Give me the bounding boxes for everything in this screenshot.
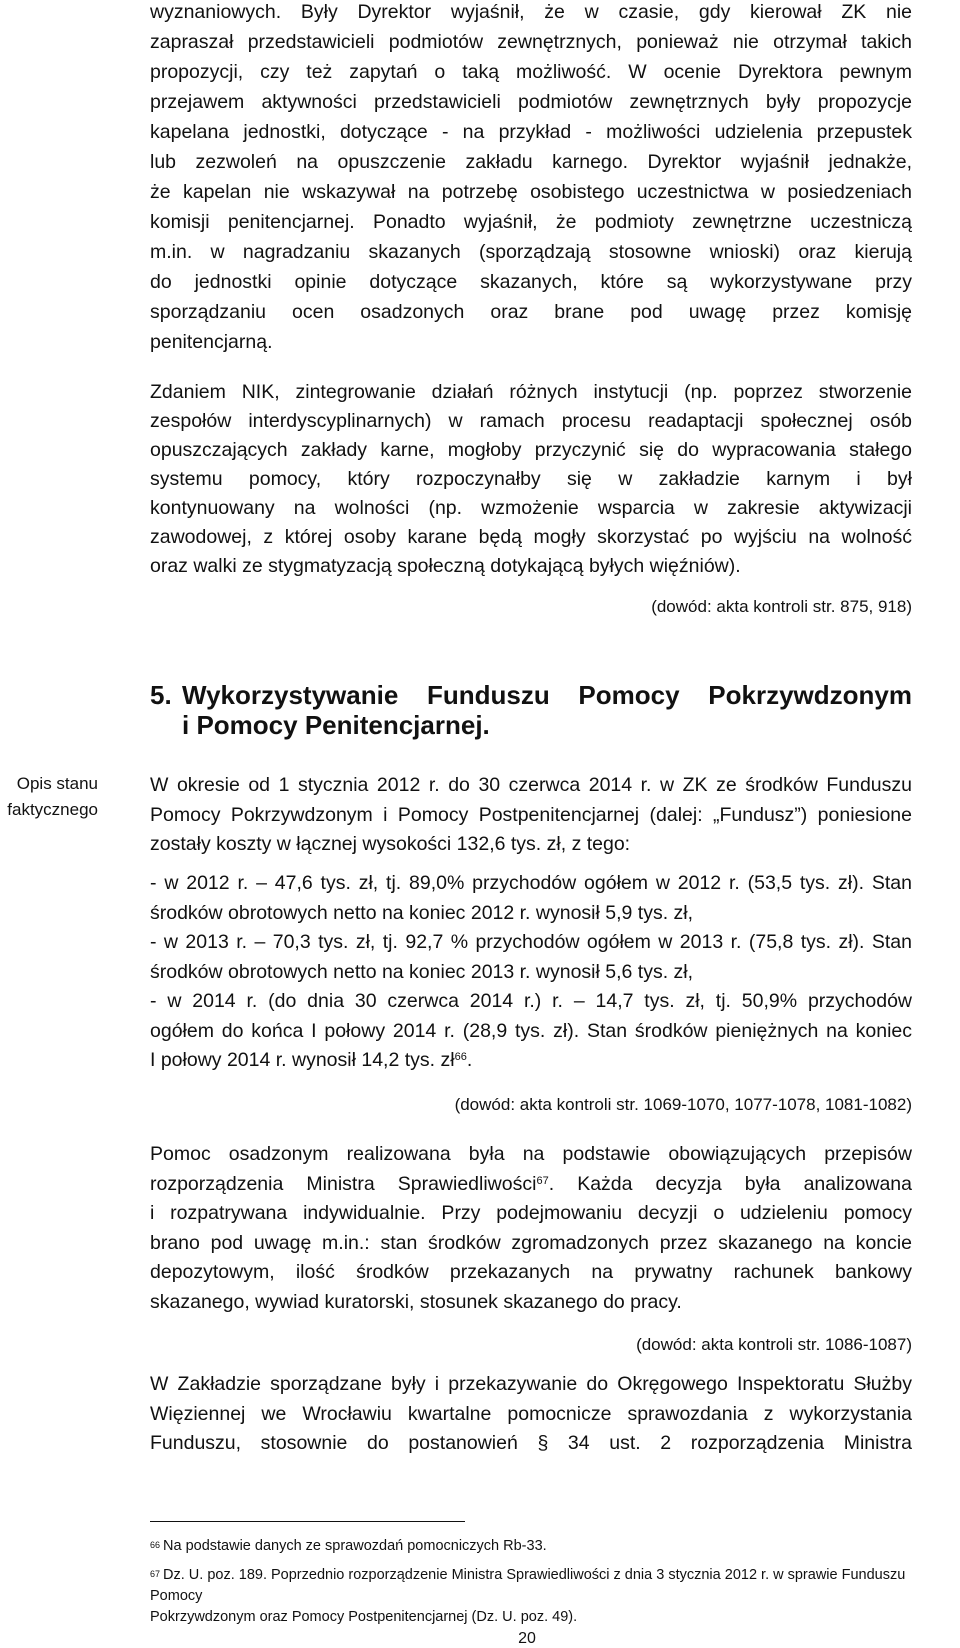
section-title-line: i Pomocy Penitencjarnej. xyxy=(182,710,490,740)
text-line: kapelana jednostki, dotyczące - na przykład - możliwości udzielenia przepustek xyxy=(150,121,912,143)
text-line: brano pod uwagę m.in.: stan środków zgromadzonych przez skazanego na koncie xyxy=(150,1231,912,1254)
text-segment: . Każda decyzja była analizowana xyxy=(548,1172,912,1195)
paragraph-nik-opinion xyxy=(150,378,912,581)
footnote-67 xyxy=(150,1565,912,1628)
text-line: - w 2012 r. – 47,6 tys. zł, tj. 89,0% przychodów ogółem w 2012 r. (53,5 tys. zł). Stan xyxy=(150,872,912,894)
paragraph-aid-basis xyxy=(150,1140,912,1318)
paragraph-exhibitors-cooperation xyxy=(150,0,912,357)
footnote-text: Na podstawie danych ze sprawozdań pomocniczych Rb-33. xyxy=(163,1538,547,1554)
text-line: depozytowym, ilość środków przekazanych na prywatny rachunek bankowy xyxy=(150,1261,912,1284)
footnote-separator xyxy=(150,1521,465,1522)
footnote-text: Dz. U. poz. 189. Poprzednio rozporządzenie Ministra Sprawiedliwości z dnia 3 stycznia 2012 r. w sprawie Funduszu Pomocy xyxy=(150,1567,906,1604)
page-number: 20 xyxy=(518,1630,536,1647)
margin-label-line: Opis stanu xyxy=(16,774,98,793)
text-line: sporządzaniu ocen osadzonych oraz brane pod uwagę przez komisję xyxy=(150,301,912,323)
text-line: przejawem aktywności przedstawicieli podmiotów zewnętrznych były propozycje xyxy=(150,91,912,113)
footnote-66 xyxy=(150,1536,912,1557)
text-line xyxy=(150,1170,912,1200)
text-line: lub zezwoleń na opuszczenie zakładu karnego. Dyrektor wyjaśnił jednakże, xyxy=(150,151,912,173)
text-segment: zostały koszty w łącznej wysokości 132,6 tys. zł, z tego: xyxy=(150,833,631,855)
footnote-reference[interactable]: 67 xyxy=(536,1174,549,1187)
section-number: 5. xyxy=(150,680,172,710)
text-line: kontynuowany na wolności (np. wzmożenie wsparcia w zakresie aktywizacji xyxy=(150,497,912,519)
text-line: do jednostki opinie dotyczące skazanych, które są wykorzystywane przy xyxy=(150,271,912,293)
text-line: W Zakładzie sporządzane były i przekazywanie do Okręgowego Inspektoratu Służby xyxy=(150,1373,912,1395)
text-line: Funduszu, stosownie do postanowień § 34 ust. 2 rozporządzenia Ministra xyxy=(150,1432,912,1454)
margin-label xyxy=(0,771,98,823)
text-segment: oraz walki ze stygmatyzacją społeczną dotykającą byłych więźniów). xyxy=(150,555,741,577)
text-line xyxy=(150,1288,912,1318)
text-line: - w 2013 r. – 70,3 tys. zł, tj. 92,7 % przychodów ogółem w 2013 r. (75,8 tys. zł). Stan xyxy=(150,931,912,953)
paragraph-yearly-breakdown xyxy=(150,869,912,1076)
paragraph-reports xyxy=(150,1370,912,1459)
text-line: zawodowej, z której osoby karane będą mogły skorzystać po wyjściu na wolność xyxy=(150,526,912,548)
evidence-reference: (dowód: akta kontroli str. 875, 918) xyxy=(651,597,912,616)
footnote-number: 66 xyxy=(150,1540,161,1550)
section-heading xyxy=(150,680,912,740)
footnote-reference[interactable]: 66 xyxy=(454,1051,467,1063)
text-segment: I połowy 2014 r. wynosił 14,2 tys. zł xyxy=(150,1049,455,1071)
text-line: Zdaniem NIK, zintegrowanie działań różnych instytucji (np. poprzez stworzenie xyxy=(150,381,912,403)
text-line: propozycji, czy też zapytań o taką możliwość. W ocenie Dyrektora pewnym xyxy=(150,61,912,83)
text-segment: środków obrotowych netto na koniec 2012 r. wynosił 5,9 tys. zł, xyxy=(150,901,694,924)
evidence-reference: (dowód: akta kontroli str. 1069-1070, 1077-1078, 1081-1082) xyxy=(454,1095,912,1114)
text-segment: penitencjarną. xyxy=(150,331,273,353)
text-line: opuszczających zakłady karne, mogłoby przyczynić się do wypracowania stałego xyxy=(150,439,912,461)
text-line: - w 2014 r. (do dnia 30 czerwca 2014 r.) r. – 14,7 tys. zł, tj. 50,9% przychodów xyxy=(150,990,912,1012)
text-line: Pomocy Pokrzywdzonym i Pomocy Postpenitencjarnej (dalej: „Fundusz”) poniesione xyxy=(150,803,912,826)
text-line: systemu pomocy, który rozpoczynałby się w zakładzie karnym i był xyxy=(150,468,912,490)
text-line: komisji penitencjarnej. Ponadto wyjaśnił, że podmioty zewnętrzne uczestniczą xyxy=(150,211,912,233)
evidence-reference: (dowód: akta kontroli str. 1086-1087) xyxy=(636,1335,912,1354)
section-title-line: Wykorzystywanie Funduszu Pomocy Pokrzywdzonym xyxy=(182,680,912,710)
text-line xyxy=(150,552,912,581)
text-segment: . xyxy=(466,1049,473,1071)
text-line xyxy=(150,327,912,357)
paragraph-fund-costs xyxy=(150,771,912,860)
footnote-text: Pokrzywdzonym oraz Pomocy Postpenitencjarnej (Dz. U. poz. 49). xyxy=(150,1609,578,1625)
text-line: Pomoc osadzonym realizowana była na podstawie obowiązujących przepisów xyxy=(150,1143,912,1165)
text-line: W okresie od 1 stycznia 2012 r. do 30 czerwca 2014 r. w ZK ze środków Funduszu xyxy=(150,774,912,796)
text-segment: środków obrotowych netto na koniec 2013 r. wynosił 5,6 tys. zł, xyxy=(150,960,694,983)
text-line: zapraszał przedstawicieli podmiotów zewnętrznych, ponieważ nie otrzymał takich xyxy=(150,31,912,53)
text-line: Więziennej we Wrocławiu kwartalne pomocnicze sprawozdania z wykorzystania xyxy=(150,1402,912,1425)
margin-label-line: faktycznego xyxy=(7,800,98,819)
text-line: ogółem do końca I połowy 2014 r. (28,9 tys. zł). Stan środków pieniężnych na koniec xyxy=(150,1019,912,1042)
footnote-number: 67 xyxy=(150,1569,161,1579)
text-line xyxy=(150,830,912,860)
text-line xyxy=(150,899,912,929)
text-line: wyznaniowych. Były Dyrektor wyjaśnił, że w czasie, gdy kierował ZK nie xyxy=(150,1,912,23)
text-line: zespołów interdyscyplinarnych) w ramach procesu readaptacji społecznej osób xyxy=(150,410,912,432)
text-segment: skazanego, wywiad kuratorski, stosunek skazanego do pracy. xyxy=(150,1290,682,1313)
text-line: i rozpatrywana indywidualnie. Przy podejmowaniu decyzji o udzieleniu pomocy xyxy=(150,1202,912,1225)
text-line: m.in. w nagradzaniu skazanych (sporządzają stosowne wnioski) oraz kierują xyxy=(150,241,912,263)
text-segment: rozporządzenia Ministra Sprawiedliwości xyxy=(150,1172,537,1195)
text-line xyxy=(150,958,912,988)
text-line: że kapelan nie wskazywał na potrzebę osobistego uczestnictwa w posiedzeniach xyxy=(150,181,912,203)
text-line xyxy=(150,1046,912,1076)
